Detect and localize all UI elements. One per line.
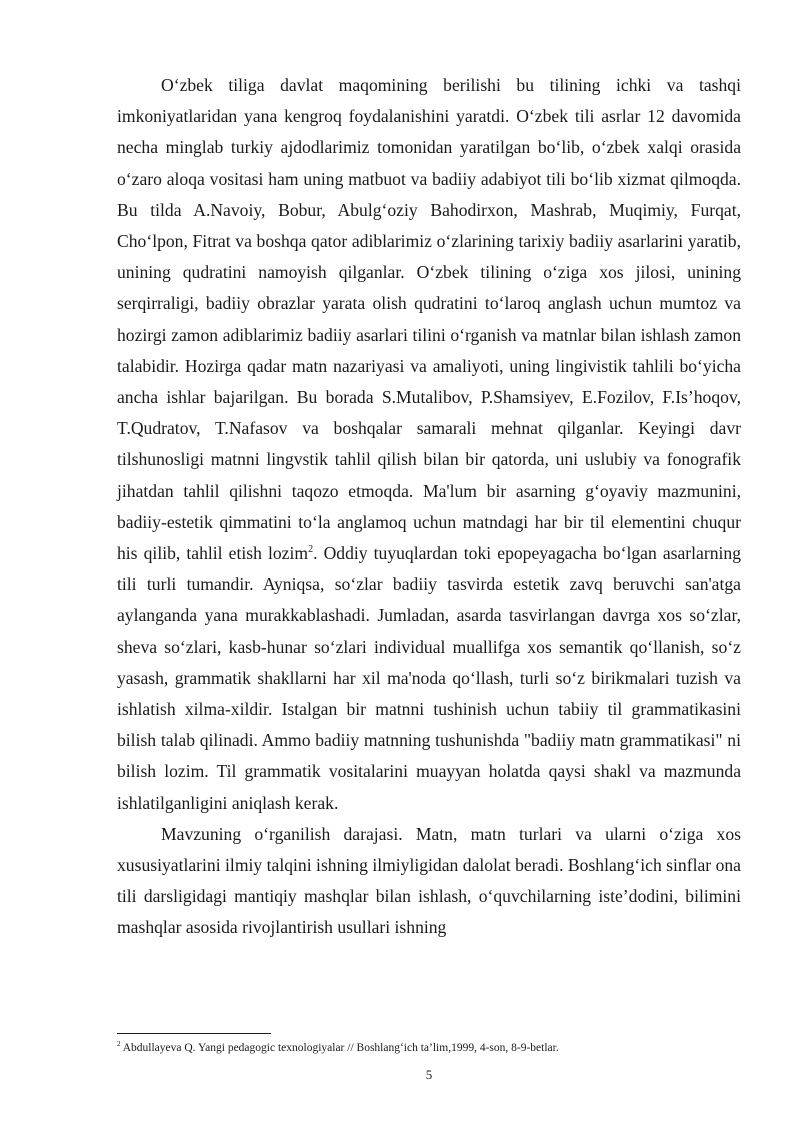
page-number: 5 xyxy=(425,1067,433,1082)
footnote-separator xyxy=(117,1033,271,1034)
paragraph-2 xyxy=(117,819,741,944)
page-body xyxy=(117,70,741,944)
footnote-reference[interactable]: 2 xyxy=(308,544,314,556)
footnote-text: Abdullayeva Q. Yangi pedagogic texnologiyalar // Boshlang‘ich ta’lim,1999, 4-son, 8-9-betlar. xyxy=(120,1042,559,1054)
footnote xyxy=(117,1041,741,1056)
paragraph-1-text: O‘zbek tiliga davlat maqomining berilishi bu tilining ichki va tashqi imkoniyatlaridan yana kengroq foydalanishini yaratdi. O‘zbek tili asrlar 12 davomida necha minglab turkiy ajdodlarimiz tomonidan yaratilgan bo‘lib, o‘zbek xalqi orasida o‘zaro aloqa vositasi ham uning matbuot va badiiy adabiyot tili bo‘lib xizmat qilmoqda. Bu tilda A.Navoiy, Bobur, Abulg‘oziy Bahodirxon, Mashrab, Muqimiy, Furqat, Cho‘lpon, Fitrat va boshqa qator adiblarimiz o‘zlarining tarixiy badiiy asarlarini yaratib, unining qudratini namoyish qilganlar. O‘zbek tilining o‘ziga xos jilosi, unining serqirraligi, badiiy obrazlar yarata olish qudratini to‘laroq anglash uchun mumtoz va hozirgi zamon adiblarimiz badiiy asarlari tilini o‘rganish va matnlar bilan ishlash zamon talabidir. Hozirga qadar matn nazariyasi va amaliyoti, uning lingivistik tahlili bo‘yicha ancha ishlar bajarilgan. Bu borada S.Mutalibov, P.Shamsiyev, E.Fozilov, F.Is’hoqov, T.Qudratov, T.Nafasov va boshqalar samarali mehnat qilganlar. Keyingi davr tilshunosligi matnni lingvstik tahlil qilish bilan bir qatorda, uni uslubiy va fonografik jihatdan tahlil qilishni taqozo etmoqda. Ma'lum bir asarning g‘oyaviy mazmunini, badiiy-estetik qimmatini to‘la anglamoq uchun matndagi har bir til elementini chuqur his qilib, tahlil etish lozim xyxy=(117,75,741,564)
paragraph-2-text: Mavzuning o‘rganilish darajasi. Matn, matn turlari va ularni o‘ziga xos xususiyatlarini ilmiy talqini ishning ilmiyligidan dalolat beradi. Boshlang‘ich sinflar ona tili darsligidagi mantiqiy mashqlar bilan ishlash, o‘quvchilarning iste’dodini, bilimini mashqlar asosida rivojlantirish usullari ishning xyxy=(117,823,741,938)
footnote-marker: 2 xyxy=(117,1040,121,1049)
paragraph-1 xyxy=(117,70,741,819)
paragraph-1-text-continued: . Oddiy tuyuqlardan toki epopeyagacha bo‘lgan asarlarning tili turli tumandir. Ayniqsa, so‘zlar badiiy tasvirda estetik zavq beruvchi san'atga aylanganda yana murakkablashadi. Jumladan, asarda tasvirlangan davrga xos so‘zlar, sheva so‘zlari, kasb-hunar so‘zlari individual muallifga xos semantik qo‘llanish, so‘z yasash, grammatik shakllarni har xil ma'noda qo‘llash, turli so‘z birikmalari tuzish va ishlatish xilma-xildir. Istalgan bir matnni tushinish uchun tabiiy til grammatikasini bilish talab qilinadi. Ammo badiiy matnning tushunishda "badiiy matn grammatikasi" ni bilish lozim. Til grammatik vositalarini muayyan holatda qaysi shakl va mazmunda ishlatilganligini aniqlash kerak. xyxy=(117,543,741,813)
